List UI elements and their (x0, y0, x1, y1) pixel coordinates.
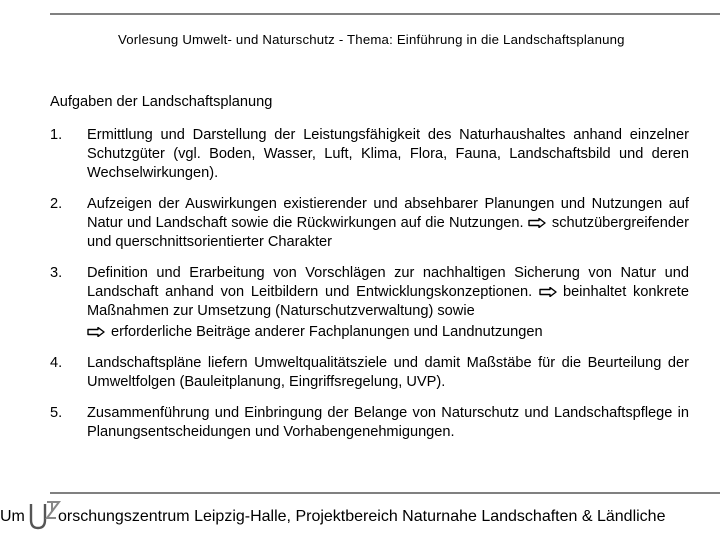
double-arrow-right-icon (87, 327, 105, 337)
arrow-note: schutzübergreifender und querschnittsorientierter Charakter (87, 215, 689, 250)
section-title: Aufgaben der Landschaftsplanung (50, 94, 273, 110)
item-paragraph-text: Definition und Erarbeitung von Vorschlägen zur nachhaltigen Sicherung von Natur und Landschaft anhand von Leitbildern und Entwicklungskonzeptionen. (87, 265, 689, 300)
item-text (87, 404, 689, 442)
item-paragraph: Zusammenführung und Einbringung der Belange von Naturschutz und Landschaftspflege in Planungsentscheidungen und Vorhabengenehmigungen. (87, 405, 689, 440)
double-arrow-right-icon (528, 218, 546, 228)
item-text (87, 126, 689, 183)
item-number: 3. (50, 265, 63, 281)
item-paragraph (87, 195, 689, 252)
footer-text: orschungszentrum Leipzig-Halle, Projektbereich Naturnahe Landschaften & Ländliche (58, 508, 666, 525)
item-text (87, 354, 689, 392)
task-list (50, 126, 690, 454)
double-arrow-right-icon (539, 287, 557, 297)
page-header: Vorlesung Umwelt- und Naturschutz - Thema: Einführung in die Landschaftsplanung (118, 32, 625, 47)
item-paragraph-text: Aufzeigen der Auswirkungen existierender und absehbarer Planungen und Nutzungen auf Natur und Landschaft sowie die Rückwirkungen auf die Nutzungen. (87, 196, 689, 231)
list-item (50, 404, 690, 442)
list-item (50, 195, 690, 252)
list-item (50, 354, 690, 392)
footer-left-fragment: Um (0, 508, 25, 525)
item-paragraph (87, 264, 689, 321)
list-item (50, 126, 690, 183)
list-item (50, 264, 690, 342)
item-paragraph: Landschaftspläne liefern Umweltqualitätsziele und damit Maßstäbe für die Beurteilung der Umweltfolgen (Bauleitplanung, Eingriffsregelung, UVP). (87, 355, 689, 390)
item-paragraph: Ermittlung und Darstellung der Leistungsfähigkeit des Naturhaushaltes anhand einzelner Schutzgüter (vgl. Boden, Wasser, Luft, Klima, Flora, Fauna, Landschaftsbild und deren Wechselwirkungen). (87, 127, 689, 181)
item-number: 2. (50, 196, 63, 212)
item-number: 1. (50, 127, 63, 143)
item-paragraph (87, 323, 689, 342)
header-divider (50, 13, 720, 15)
arrow-note: beinhaltet konkrete Maßnahmen zur Umsetzung (Naturschutzverwaltung) sowie (87, 284, 689, 319)
footer (0, 498, 720, 540)
item-number: 5. (50, 405, 63, 421)
item-text (87, 195, 689, 252)
footer-divider (50, 492, 720, 494)
arrow-note: erforderliche Beiträge anderer Fachplanungen und Landnutzungen (111, 324, 543, 340)
item-text (87, 264, 689, 342)
item-number: 4. (50, 355, 63, 371)
